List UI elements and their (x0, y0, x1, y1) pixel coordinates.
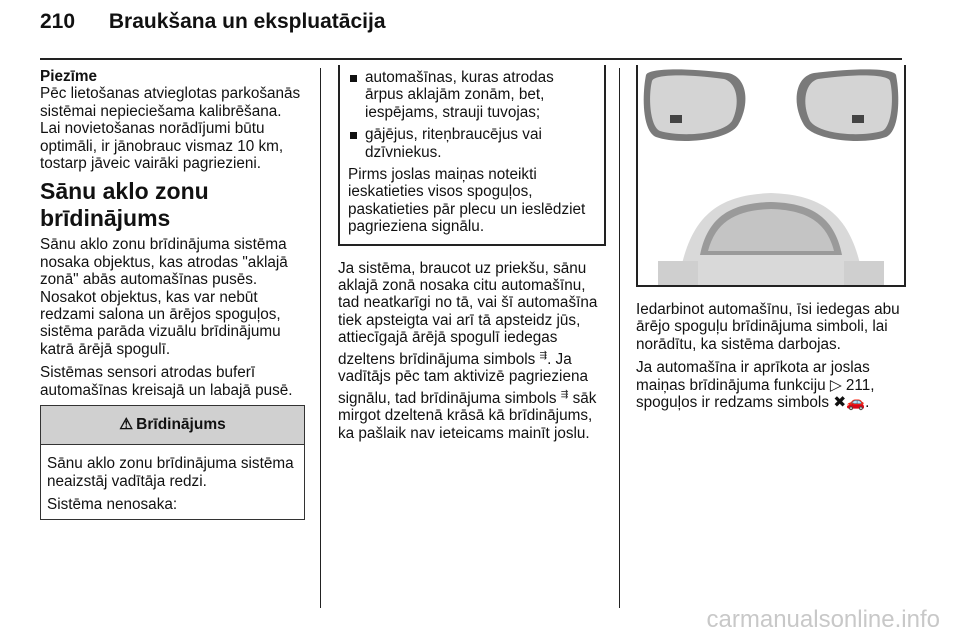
detection-paragraph (338, 260, 606, 442)
lane-change-paragraph: Ja automašīna ir aprīkota ar joslas maiņas brīdinājuma funkciju ▷ 211, spoguļos ir redzams simbols ✖🚗. (636, 359, 875, 412)
warning-title: Brīdinājums (136, 416, 226, 434)
note-title: Piezīme (40, 68, 97, 85)
page-ref[interactable]: 211 (845, 376, 871, 394)
page-header (40, 10, 386, 34)
blind-spot-icon: ⇶ (560, 388, 569, 399)
car-warning-icon: ✖🚗 (833, 394, 866, 412)
bullet-icon (350, 132, 357, 139)
car-mirrors-image (638, 65, 904, 285)
intro-paragraph: Sānu aklo zonu brīdinājuma sistēma nosaka objektus, kas atrodas "aklajā zonā" abās automašīnas pusēs. Nosakot objektus, kas var nebūt redzami salona un ārējos spoguļos, sistēma parāda vizuālu brīdinājumu katrā ārējā spogulī. (40, 236, 288, 358)
warning-text-2: Sistēma nenosaka: (47, 495, 178, 513)
page-ref-icon: ▷ (829, 376, 842, 394)
list-item (348, 69, 596, 121)
lane-change-text: Ja automašīna ir aprīkota ar joslas maiņas brīdinājuma funkciju (636, 359, 870, 394)
page-number: 210 (40, 10, 76, 33)
warning-header (41, 405, 304, 445)
column-1 (40, 68, 305, 520)
section-title: Sānu aklo zonu brīdinājums (40, 178, 209, 232)
page-title: Braukšana un ekspluatācija (108, 10, 386, 33)
warning-text: Sānu aklo zonu brīdinājuma sistēma neaizstāj vadītāja redzi. (47, 455, 294, 490)
sensor-paragraph: Sistēmas sensori atrodas buferī automašīnas kreisajā un labajā pusē. (40, 364, 293, 399)
column-2 (338, 68, 606, 448)
warning-icon: ⚠ (119, 416, 134, 434)
box-text: Pirms joslas maiņas noteikti ieskatieties visos spoguļos, paskatieties pār plecu un ieslēdziet pagrieziena signālu. (348, 166, 586, 236)
detection-text: Ja sistēma, braucot uz priekšu, sānu aklajā zonā nosaka citu automašīnu, tad neatkarīgi no tā, vai šī automašīna tiek apsteigta vai arī tā apsteidz jūs, attiecīgajā ārējā spogulī iedegas dzeltens brīdinājuma simbols (338, 259, 598, 368)
warning-box (40, 405, 305, 520)
list-item (348, 126, 596, 161)
watermark: carmanualsonline.info (706, 606, 940, 633)
header-rule (40, 58, 902, 60)
warning-box-continued (338, 65, 606, 246)
blind-spot-icon: ⇶ (539, 349, 548, 360)
bullet-icon (350, 75, 357, 82)
bullet-text: automašīnas, kuras atrodas ārpus aklajām zonām, bet, iespējams, strauji tuvojas; (365, 69, 554, 121)
detection-text-2: . Ja vadītājs pēc tam aktivizē pagrieziena signālu, tad brīdinājuma simbols (338, 350, 588, 407)
note-text: Pēc lietošanas atvieglotas parkošanās sistēmai nepieciešama kalibrēšana. Lai novietošanas norādījumi būtu optimāli, ir jānobrauc vismaz 10 km, tostarp jāveic vairāki pagriezieni. (40, 85, 301, 173)
bullet-text: gājējus, riteņbraucējus vai dzīvniekus. (365, 126, 542, 161)
lane-change-text-2: , spoguļos ir redzams simbols (636, 376, 875, 412)
mirror-illustration (636, 65, 906, 287)
detection-text-3: sāk mirgot dzeltenā krāsā kā brīdinājums, ka pašlaik nav ieteicams mainīt joslu. (338, 389, 597, 442)
startup-paragraph: Iedarbinot automašīnu, īsi iedegas abu ārējo spoguļu brīdinājuma simboli, lai norādītu, ka sistēma darbojas. (636, 301, 900, 353)
column-divider (619, 68, 620, 608)
column-divider (320, 68, 321, 608)
warning-body (41, 445, 304, 513)
column-3 (636, 68, 906, 417)
